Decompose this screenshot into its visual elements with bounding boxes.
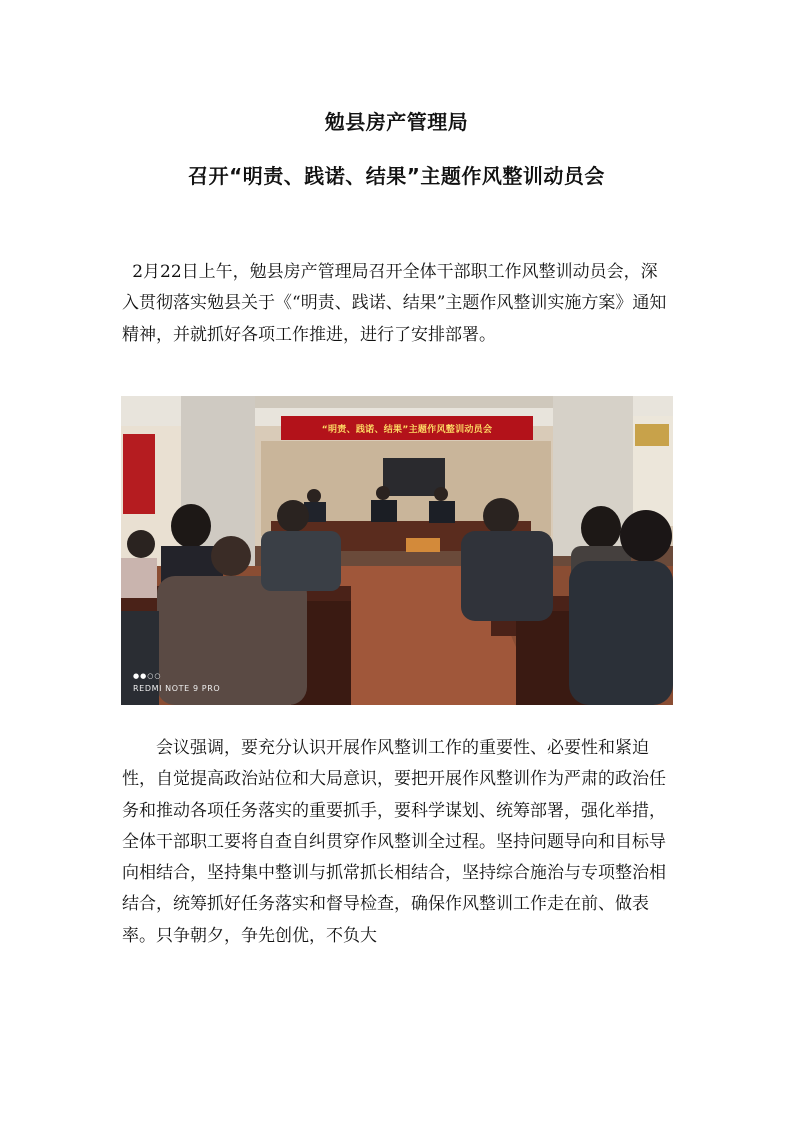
meeting-banner-text: “明责、践诺、结果”主题作风整训动员会 [321, 425, 493, 435]
document-title: 勉县房产管理局 [324, 110, 469, 134]
paragraph-intro: 2月22日上午，勉县房产管理局召开全体干部职工作风整训动员会，深入贯彻落实勉县关于《“明责、践诺、结果”主题作风整训实施方案》通知精神，并就抓好各项工作推进，进行了安排部署。 [122, 262, 667, 345]
document-subtitle: 召开“明责、践诺、结果”主题作风整训动员会 [188, 164, 605, 188]
meeting-photo-illustration [121, 396, 673, 705]
meeting-photo [121, 396, 673, 705]
paragraph-emphasis: 会议强调，要充分认识开展作风整训工作的重要性、必要性和紧迫性，自觉提高政治站位和大局意识，要把开展作风整训作为严肃的政治任务和推动各项任务落实的重要抓手，要科学谋划、统筹部署，强化举措，全体干部职工要将自查自纠贯穿作风整训全过程。坚持问题导向和目标导向相结合，坚持集中整训与抓常抓长相结合，坚持综合施治与专项整治相结合，统筹抓好任务落实和督导检查，确保作风整训工作走在前、做表率。只争朝夕，争先创优，不负大 [122, 738, 666, 946]
carousel-dots: ●●○○ [133, 672, 162, 680]
camera-watermark: REDMI NOTE 9 PRO [133, 684, 221, 693]
